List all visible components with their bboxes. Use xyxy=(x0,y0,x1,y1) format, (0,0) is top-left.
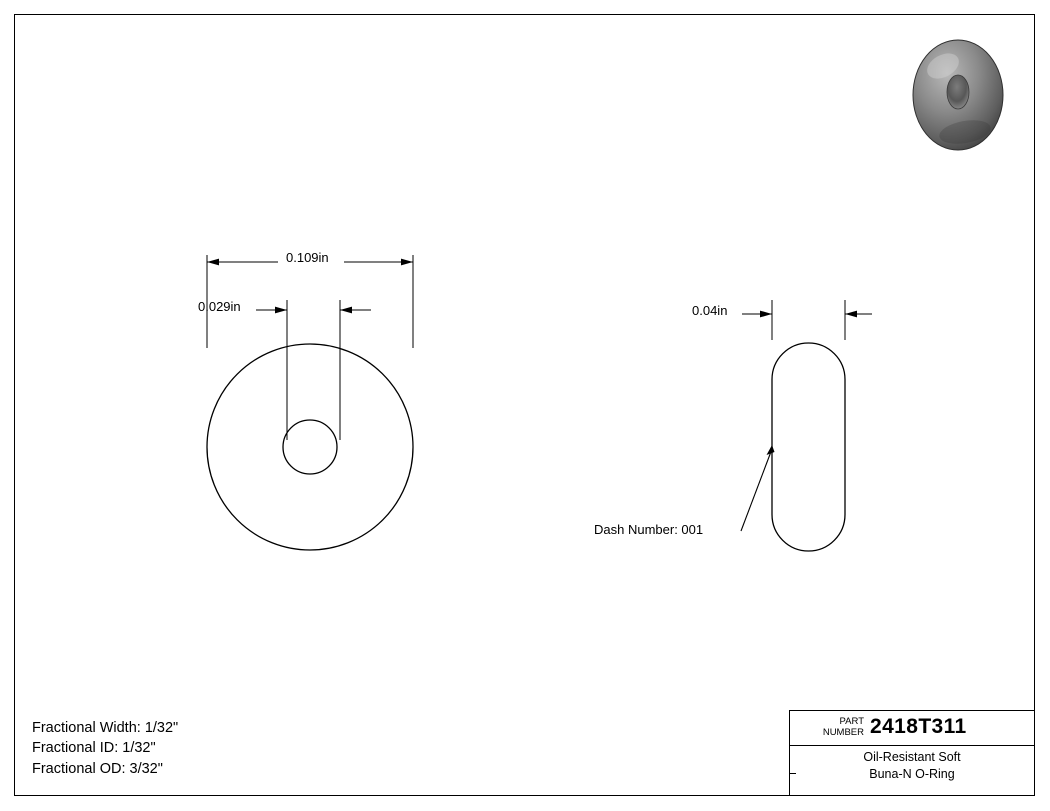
title-block xyxy=(789,710,1035,796)
od-dimension-label: 0.109in xyxy=(286,250,329,265)
part-number-label-line2: NUMBER xyxy=(822,727,864,738)
spec-fractional-od: Fractional OD: 3/32" xyxy=(32,761,163,777)
side-width-dimension-label: 0.04in xyxy=(692,303,728,318)
dash-number-label: Dash Number: 001 xyxy=(594,522,704,537)
product-description-line2: Buna-N O-Ring xyxy=(869,767,955,781)
product-description-line1: Oil-Resistant Soft xyxy=(863,750,961,764)
oring-3d-render xyxy=(903,36,1013,154)
part-number-value: 2418T311 xyxy=(870,715,967,738)
spec-fractional-id: Fractional ID: 1/32" xyxy=(32,740,156,756)
sheet-border xyxy=(14,14,1035,796)
part-number-label-line1: PART xyxy=(839,716,864,727)
id-dimension-label: 0.029in xyxy=(198,299,241,314)
product-description xyxy=(790,749,1034,783)
spec-fractional-width: Fractional Width: 1/32" xyxy=(32,720,179,736)
title-block-top-row xyxy=(790,711,1034,746)
oring-hole xyxy=(947,75,969,109)
part-number-label xyxy=(802,716,864,738)
